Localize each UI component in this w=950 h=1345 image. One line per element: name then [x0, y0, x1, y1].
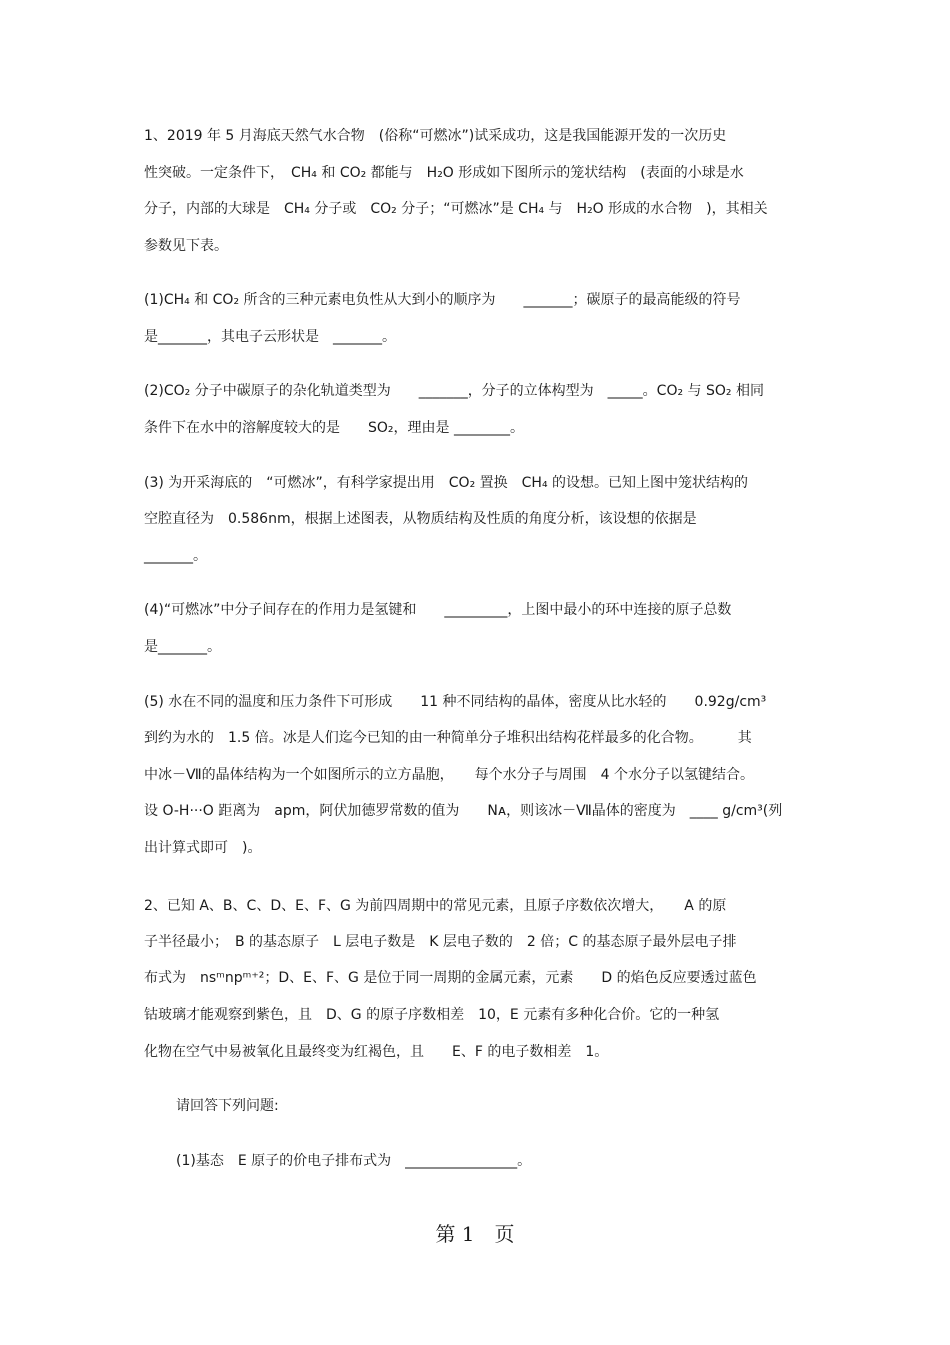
sub-question-3-line-2: 空腔直径为 0.586nm，根据上述图表，从物质结构及性质的角度分析，该设想的依据是	[144, 511, 697, 527]
question-1-line-4: 参数见下表。	[144, 238, 228, 254]
question-2-line-3: 布式为 nsᵐnpᵐ⁺²；D、E、F、G 是位于同一周期的金属元素，元素 D 的焰色反应要透过蓝色	[144, 970, 757, 986]
sub-question-5-line-2: 到约为水的 1.5 倍。冰是人们迄今已知的由一种简单分子堆积出结构花样最多的化合物。 其	[144, 730, 752, 746]
question-2-line-4: 钴玻璃才能观察到紫色，且 D、G 的原子序数相差 10，E 元素有多种化合价。它的一种氢	[144, 1007, 720, 1023]
sub-question-4-line-2: 是_______。	[144, 639, 221, 655]
sub-question-5-line-5: 出计算式即可 )。	[144, 840, 262, 856]
sub-question-5-line-1: (5) 水在不同的温度和压力条件下可形成 11 种不同结构的晶体，密度从比水轻的 0.92g/cm³	[144, 694, 767, 710]
question-2-line-2: 子半径最小； B 的基态原子 L 层电子数是 K 层电子数的 2 倍；C 的基态原子最外层电子排	[144, 934, 737, 950]
sub-question-3-line-1: (3) 为开采海底的 “可燃冰”，有科学家提出用 CO₂ 置换 CH₄ 的设想。已知上图中笼状结构的	[144, 475, 749, 491]
sub-question-2-line-1: (2)CO₂ 分子中碳原子的杂化轨道类型为 _______，分子的立体构型为 _____。CO₂ 与 SO₂ 相同	[144, 383, 764, 399]
page-number: 第 1 页	[435, 1222, 515, 1246]
sub-question-5-line-4: 设 O-H···O 距离为 apm，阿伏加德罗常数的值为 Nᴀ，则该冰－Ⅶ晶体的密度为 ____ g/cm³(列	[144, 803, 783, 819]
question-2-sub-1: (1)基态 E 原子的价电子排布式为 ________________。	[176, 1153, 532, 1169]
sub-question-3-line-3: _______。	[144, 548, 207, 564]
instruction: 请回答下列问题:	[176, 1098, 279, 1114]
sub-question-2-line-2: 条件下在水中的溶解度较大的是 SO₂，理由是 ________。	[144, 420, 524, 436]
sub-question-5-line-3: 中冰－Ⅶ的晶体结构为一个如图所示的立方晶胞， 每个水分子与周围 4 个水分子以氢键结合。	[144, 767, 755, 783]
sub-question-1-line-1: (1)CH₄ 和 CO₂ 所含的三种元素电负性从大到小的顺序为 _______；碳原子的最高能级的符号	[144, 292, 741, 308]
sub-question-4-line-1: (4)“可燃冰”中分子间存在的作用力是氢键和 _________，上图中最小的环中连接的原子总数	[144, 602, 732, 618]
sub-question-1-line-2: 是_______，其电子云形状是 _______。	[144, 329, 396, 345]
question-2-line-1: 2、已知 A、B、C、D、E、F、G 为前四周期中的常见元素，且原子序数依次增大， A 的原	[144, 898, 727, 914]
question-1-line-2: 性突破。一定条件下， CH₄ 和 CO₂ 都能与 H₂O 形成如下图所示的笼状结构 (表面的小球是水	[144, 165, 744, 181]
question-1-line-1: 1、2019 年 5 月海底天然气水合物 (俗称“可燃冰”)试采成功，这是我国能源开发的一次历史	[144, 128, 727, 144]
question-1-line-3: 分子，内部的大球是 CH₄ 分子或 CO₂ 分子；“可燃冰”是 CH₄ 与 H₂O 形成的水合物 )，其相关	[144, 201, 768, 217]
question-2-line-5: 化物在空气中易被氧化且最终变为红褐色，且 E、F 的电子数相差 1。	[144, 1044, 609, 1060]
